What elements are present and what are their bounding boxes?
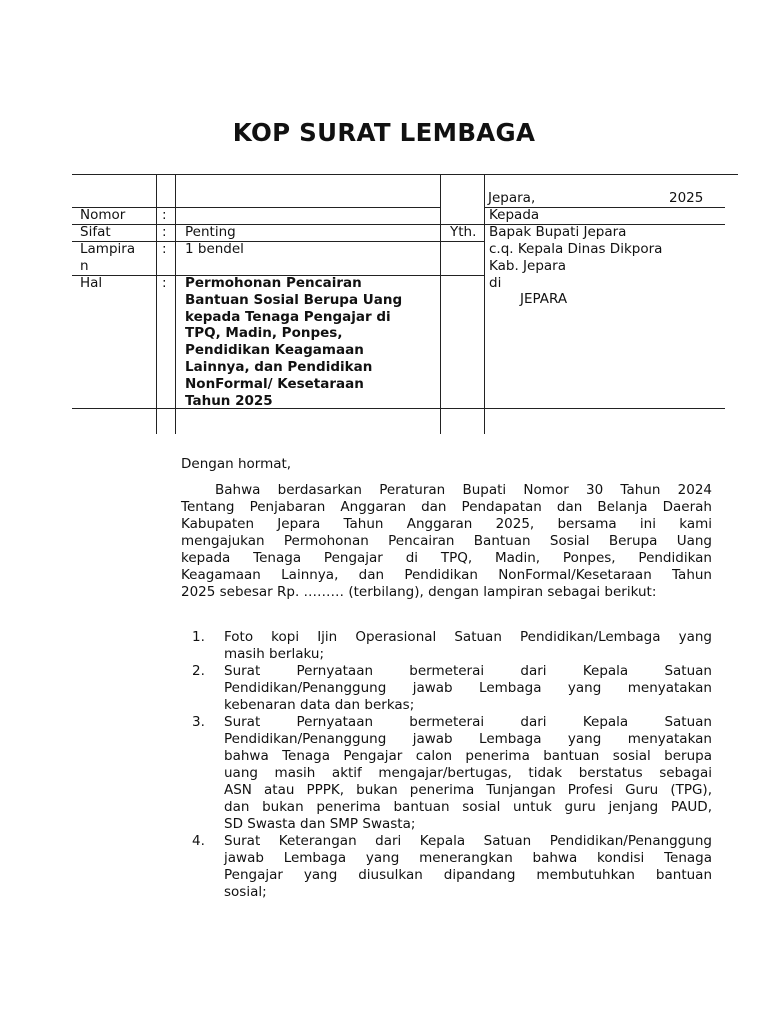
- sifat-colon: :: [162, 224, 167, 240]
- paragraph-line: mengajukan Permohonan Pencairan Bantuan Sosial Berupa Uang: [181, 533, 712, 549]
- table-vline-4: [484, 174, 485, 434]
- list-item-number: 3.: [192, 714, 205, 730]
- lampiran-colon: :: [162, 241, 167, 257]
- table-line-top: [72, 174, 738, 175]
- list-item-line: masih berlaku;: [224, 646, 325, 662]
- table-vline-1: [156, 174, 157, 434]
- list-item: [181, 663, 712, 714]
- list-item-line: jawab Lembaga yang menerangkan bahwa kondisi Tenaga: [224, 850, 712, 866]
- list-item-line: Surat Pernyataan bermeterai dari Kepala Satuan: [224, 714, 712, 730]
- list-item-line: uang masih aktif mengajar/bertugas, tidak berstatus sebagai: [224, 765, 712, 781]
- paragraph-line: Bahwa berdasarkan Peraturan Bupati Nomor 30 Tahun 2024: [215, 482, 712, 498]
- paragraph-line: 2025 sebesar Rp. ……… (terbilang), dengan lampiran sebagai berikut:: [181, 584, 657, 600]
- list-item-line: dan bukan penerima bantuan sosial untuk guru jenjang PAUD,: [224, 799, 712, 815]
- yth-label: Yth.: [450, 224, 477, 240]
- lampiran-label-wrap: n: [80, 258, 89, 274]
- list-item-line: Surat Pernyataan bermeterai dari Kepala Satuan: [224, 663, 712, 679]
- list-item-line: SD Swasta dan SMP Swasta;: [224, 816, 416, 832]
- list-item-line: Foto kopi Ijin Operasional Satuan Pendidikan/Lembaga yang: [224, 629, 712, 645]
- hal-line: NonFormal/ Kesetaraan: [185, 375, 364, 392]
- paragraph-line: kepada Tenaga Pengajar di TPQ, Madin, Ponpes, Pendidikan: [181, 550, 712, 566]
- recipient-line: di: [489, 275, 502, 291]
- table-vline-3: [440, 174, 441, 434]
- table-vline-2: [175, 174, 176, 434]
- list-item-line: bahwa Tenaga Pengajar calon penerima bantuan sosial berupa: [224, 748, 712, 764]
- paragraph-line: Tentang Penjabaran Anggaran dan Pendapatan dan Belanja Daerah: [181, 499, 712, 515]
- list-item-number: 1.: [192, 629, 205, 645]
- list-item: [181, 833, 712, 901]
- sifat-label: Sifat: [80, 224, 111, 240]
- letter-year: 2025: [669, 190, 704, 206]
- recipient-line: Bapak Bupati Jepara: [489, 224, 627, 240]
- table-line-row2: [72, 224, 725, 225]
- hal-line: Pendidikan Keagamaan: [185, 342, 364, 359]
- recipient-kepada: Kepada: [489, 207, 540, 223]
- hal-line: Bantuan Sosial Berupa Uang: [185, 291, 403, 308]
- list-item-line: Pengajar yang diusulkan dipandang membutuhkan bantuan: [224, 867, 712, 883]
- hal-line: Tahun 2025: [185, 392, 273, 409]
- sifat-value: Penting: [185, 224, 236, 240]
- hal-line: kepada Tenaga Pengajar di: [185, 308, 391, 325]
- list-item: [181, 629, 712, 663]
- list-item-line: ASN atau PPPK, bukan penerima Tunjangan Profesi Guru (TPG),: [224, 782, 712, 798]
- hal-label: Hal: [80, 275, 103, 291]
- nomor-label: Nomor: [80, 207, 126, 223]
- nomor-colon: :: [162, 207, 167, 223]
- letter-place: Jepara,: [488, 190, 536, 206]
- hal-line: Permohonan Pencairan: [185, 275, 362, 291]
- list-item-line: Pendidikan/Penanggung jawab Lembaga yang menyatakan: [224, 680, 712, 696]
- paragraph-line: Keagamaan Lainnya, dan Pendidikan NonFormal/Kesetaraan Tahun: [181, 567, 712, 583]
- letterhead-title: KOP SURAT LEMBAGA: [232, 118, 536, 147]
- table-line-row1-left: [72, 207, 441, 208]
- recipient-city: JEPARA: [520, 291, 568, 307]
- list-item-line: kebenaran data dan berkas;: [224, 697, 415, 713]
- list-item-number: 4.: [192, 833, 205, 849]
- hal-line: TPQ, Madin, Ponpes,: [185, 325, 343, 342]
- body-paragraph: [181, 482, 712, 601]
- hal-line: Lainnya, dan Pendidikan: [185, 358, 373, 375]
- list-item-line: sosial;: [224, 884, 267, 900]
- paragraph-line: Kabupaten Jepara Tahun Anggaran 2025, bersama ini kami: [181, 516, 712, 532]
- list-item-number: 2.: [192, 663, 205, 679]
- list-item-line: Surat Keterangan dari Kepala Satuan Pendidikan/Penanggung: [224, 833, 712, 849]
- lampiran-label: Lampira: [80, 241, 136, 257]
- hal-subject: [185, 275, 435, 409]
- greeting: Dengan hormat,: [181, 456, 292, 472]
- list-item: [181, 714, 712, 833]
- list-item-line: Pendidikan/Penanggung jawab Lembaga yang menyatakan: [224, 731, 712, 747]
- hal-colon: :: [162, 275, 167, 291]
- recipient-line: Kab. Jepara: [489, 258, 566, 274]
- recipient-line: c.q. Kepala Dinas Dikpora: [489, 241, 663, 257]
- lampiran-value: 1 bendel: [185, 241, 244, 257]
- attachment-list: [181, 629, 712, 901]
